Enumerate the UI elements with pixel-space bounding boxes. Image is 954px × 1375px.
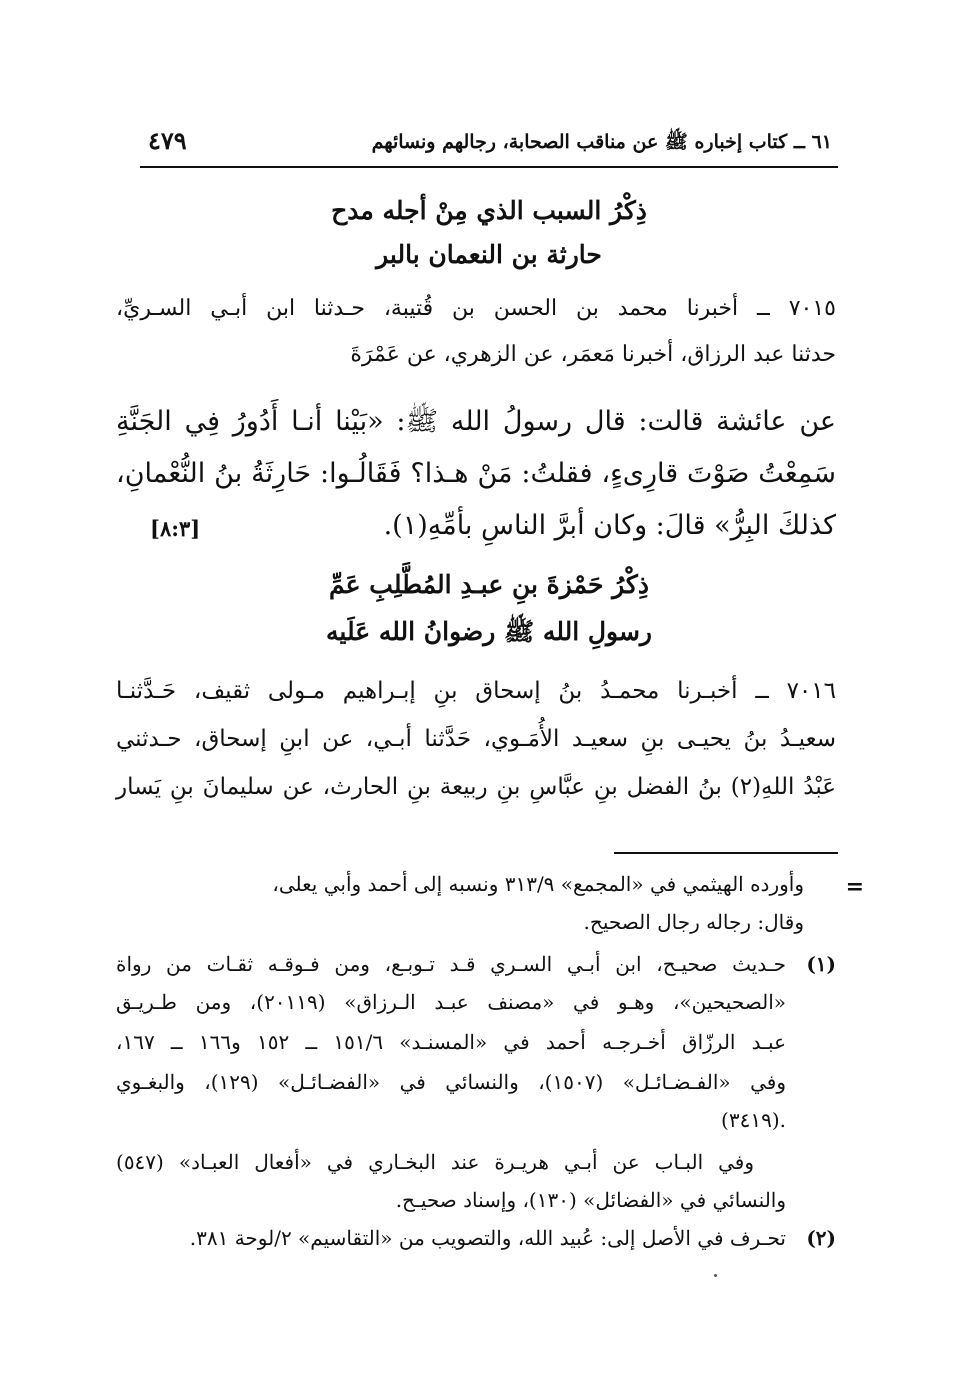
footnote-1-line3: عبـد الرزّاق أخـرجـه أحمد في «المسنـد» ١٥١/٦ ــ ١٥٢ و١٦٦ ــ ١٦٧، — [116, 1030, 787, 1054]
section2-heading-line1: ذِكْرُ حَمْزةَ بنِ عبـدِ المُطَّلِبِ عَمِّ — [329, 570, 649, 599]
footnote-2-line1: تحـرف في الأصل إلى: عُبيد الله، والتصويب من «التقاسيم» ٢/لوحة ٣٨١. — [189, 1226, 786, 1250]
footnote-1-line5: (٣٤١٩). — [721, 1108, 786, 1132]
footnote-1-number: (١) — [806, 952, 836, 976]
hadith-7015-isnad-line1: ٧٠١٥ ــ أخبرنا محمد بن الحسن بن قُتيبة، حـدثنا ابن أبـي السـريِّ، — [116, 296, 836, 321]
section-heading-line1: ذِكْرُ السبب الذي مِنْ أجله مدح — [331, 196, 647, 225]
footnote-1-line2: «الصحيحين»، وهـو في «مصنف عبـد الـرزاق» (٢٠١١٩)، ومن طـريـق — [116, 990, 786, 1014]
footnote-divider — [614, 852, 838, 854]
section-heading-line2: حارثة بن النعمان بالبر — [376, 240, 602, 269]
footnote-1-line6: وفي البـاب عن أبـي هريـرة عند البخـاري في «أفعال العبـاد» (٥٤٧) — [116, 1150, 754, 1174]
hadith-7016-line1: ٧٠١٦ ــ أخبـرنا محمـدُ بنُ إسحاق بنِ إبـراهيم مـولى ثقيف، حَـدَّثنـا — [116, 678, 836, 704]
footnote-continued-line1: وأورده الهيثمي في «المجمع» ٣١٣/٩ ونسبه إلى أحمد وأبي يعلى، — [272, 872, 804, 896]
footnote-continuation-mark: = — [845, 874, 864, 900]
header-divider — [140, 166, 838, 168]
hadith-7016-line2: سعيـدُ بنُ يحيـى بنِ سعيـد الأُمَـوي، حَدَّثنا أبـي، عن ابنِ إسحاق، حـدثني — [116, 726, 836, 752]
volume-reference: [٨:٣] — [150, 516, 201, 541]
print-speck — [714, 1274, 717, 1277]
footnote-1-line1: حـديث صحيـح، ابن أبـي السـري قـد تـوبـع، ومن فـوقـه ثقـات من رواة — [116, 952, 786, 976]
hadith-7015-matn-line2: سَمِعْتُ صَوْتَ قارِىءٍ، فقلتُ: مَنْ هـذا؟ فَقَالُـوا: حَارِثَةُ بنُ النُّعْمانِ، — [116, 458, 836, 489]
hadith-7015-matn-line3: كذلكَ البِرُّ» قالَ: وكان أبرَّ الناسِ بأمِّهِ(١). — [383, 510, 836, 541]
footnote-continued-line2: وقال: رجاله رجال الصحيح. — [583, 910, 804, 934]
hadith-7016-line3: عَبْدُ اللهِ(٢) بنُ الفضل بنِ عبَّاسِ بنِ ربيعة بنِ الحارث، عن سليمانَ بنِ يَسار — [116, 774, 837, 800]
footnote-1-line4: وفي «الفـضـائـل» (١٥٠٧)، والنسائي في «الفضـائـل» (١٢٩)، والبغـوي — [116, 1070, 787, 1094]
footnote-2-number: (٢) — [806, 1226, 836, 1250]
hadith-7015-isnad-line2: حدثنا عبد الرزاق، أخبرنا مَعمَر، عن الزهري، عن عَمْرَةَ — [350, 342, 836, 367]
section2-heading-line2: رسولِ الله ﷺ رضوانُ الله عَلَيه — [326, 617, 652, 646]
running-title: ٦١ ــ كتاب إخباره ﷺ عن مناقب الصحابة، رجالهم ونسائهم — [371, 131, 832, 153]
page-number: ٤٧٩ — [148, 126, 187, 155]
hadith-7015-matn-line1: عن عائشة قالت: قال رسولُ الله ﷺ: «بَيْنا أنـا أَدُورُ فِي الجَنَّةِ — [116, 406, 836, 437]
footnote-1-line7: والنسائي في «الفضائل» (١٣٠)، وإسناد صحيـح. — [395, 1188, 786, 1212]
